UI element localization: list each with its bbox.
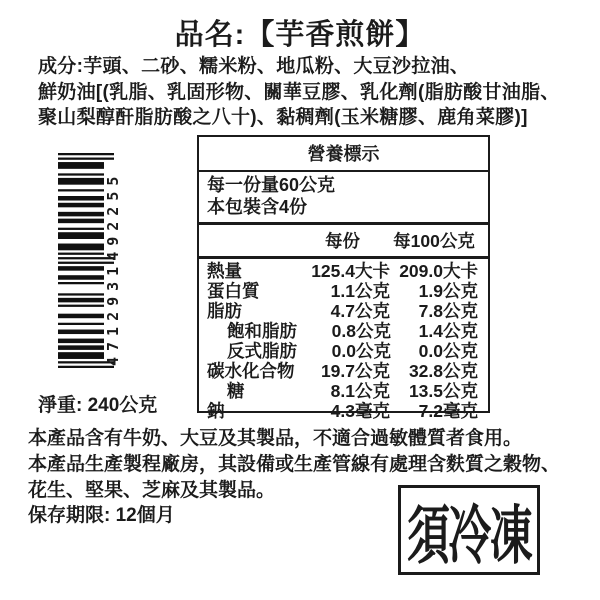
column-header-per-100g: 每100公克	[393, 231, 475, 251]
nutrition-row-fat: 脂肪 4.7公克 7.8公克	[207, 301, 478, 321]
keep-frozen-stamp-box	[398, 485, 540, 575]
nutrition-row-saturated-fat: 飽和脂肪 0.8公克 1.4公克	[227, 321, 478, 341]
shelf-life-label: 保存期限: 12個月	[28, 505, 175, 527]
ingredients-line-1: 成分:芋頭、二砂、糯米粉、地瓜粉、大豆沙拉油、	[38, 56, 470, 77]
ingredients-line-3: 聚山梨醇酐脂肪酸之八十)、黏稠劑(玉米糖膠、鹿角菜膠)]	[38, 107, 528, 128]
keep-frozen-stamp-text: 須冷凍	[406, 500, 532, 572]
serving-info	[199, 172, 488, 225]
nutrition-table-title: 營養標示	[199, 137, 488, 172]
nutrition-row-carbohydrate: 碳水化合物 19.7公克 32.8公克	[207, 361, 478, 381]
allergen-notice-line-2: 本產品生產製程廠房，其設備或生產管線有處理含麩質之穀物、	[28, 453, 561, 475]
net-weight-label: 淨重: 240公克	[38, 395, 158, 416]
nutrition-row-trans-fat: 反式脂肪 0.0公克 0.0公克	[227, 341, 478, 361]
allergen-notice-line-1: 本產品含有牛奶、大豆及其製品，不適合過敏體質者食用。	[28, 428, 523, 449]
serving-size: 每一份量60公克	[207, 175, 336, 195]
column-header-per-serving: 每份	[325, 231, 360, 251]
ingredients-text	[38, 54, 588, 131]
column-header-row	[199, 225, 488, 259]
ingredients-line-2: 鮮奶油[(乳脂、乳固形物、關華豆膠、乳化劑(脂肪酸甘油脂、	[38, 81, 560, 103]
nutrition-facts-table	[197, 135, 490, 421]
barcode-number: 4712931492255	[104, 170, 122, 366]
nutrition-row-protein: 蛋白質 1.1公克 1.9公克	[207, 281, 478, 301]
nutrition-rows	[199, 259, 488, 424]
barcode	[58, 153, 122, 368]
product-name-title: 品名:【芋香煎餅】	[174, 19, 426, 51]
nutrition-row-sugar: 糖 8.1公克 13.5公克	[227, 381, 478, 401]
allergen-notice-line-3: 花生、堅果、芝麻及其製品。	[28, 479, 276, 501]
servings-per-pack: 本包裝含4份	[207, 197, 308, 217]
nutrition-row-calories: 熱量 125.4大卡 209.0大卡	[207, 261, 478, 281]
nutrition-row-sodium: 鈉 4.3毫克 7.2毫克	[207, 401, 478, 421]
